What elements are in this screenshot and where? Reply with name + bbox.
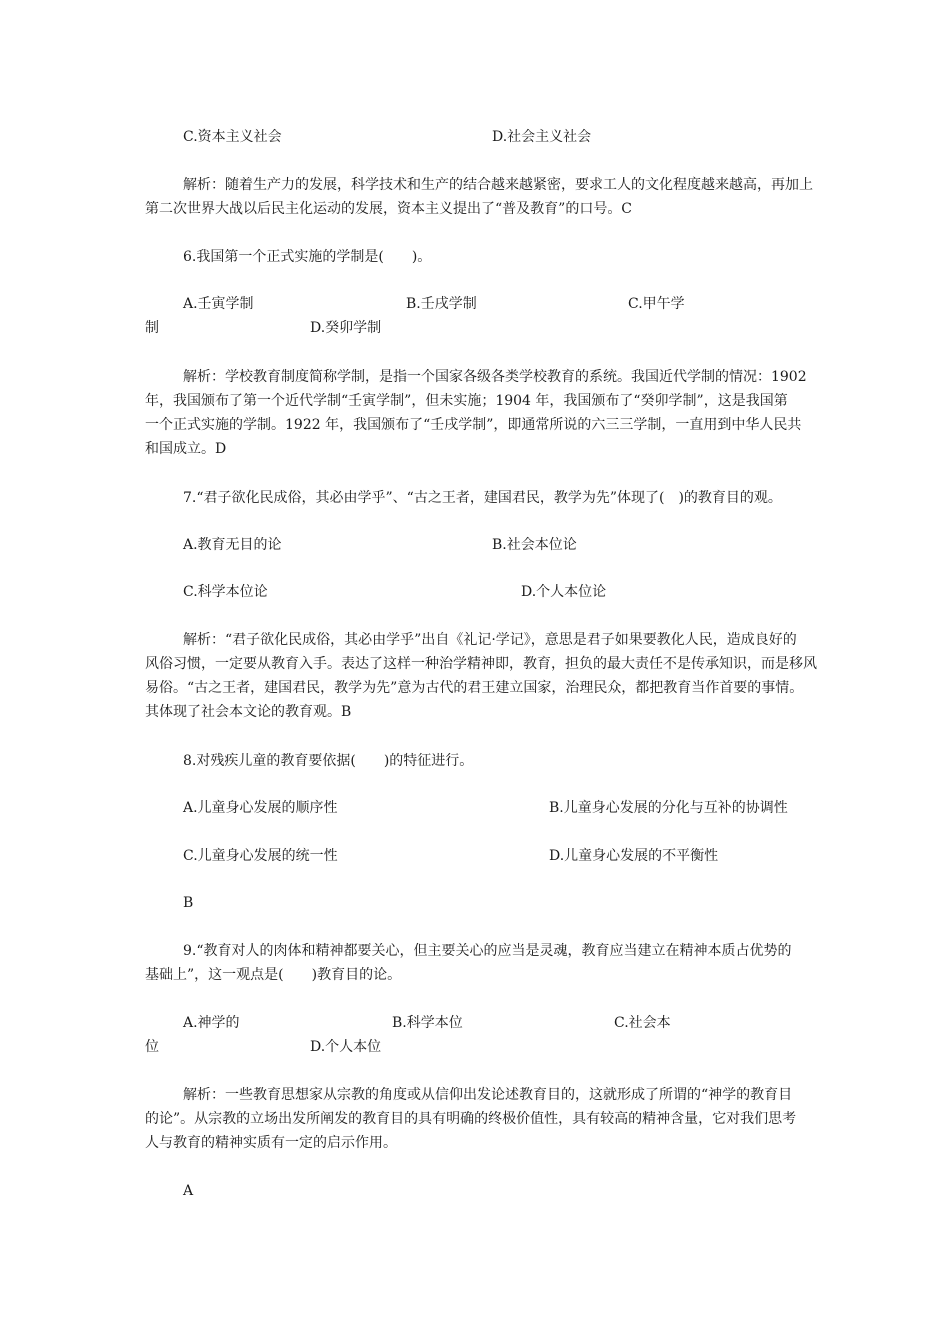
q9-option-d: D.个人本位 [310, 1039, 382, 1055]
q8-stem: 8.对残疾儿童的教育要依据( )的特征进行。 [183, 753, 474, 769]
q5-option-c: C.资本主义社会 [183, 129, 282, 145]
q9-option-b: B.科学本位 [392, 1015, 463, 1031]
q6-analysis-line-2: 年，我国颁布了第一个近代学制“壬寅学制”，但未实施；1904 年，我国颁布了“癸卯学制”，这是我国第 [145, 393, 788, 409]
q8-option-c: C.儿童身心发展的统一性 [183, 848, 338, 864]
q9-option-c-cont: 位 [145, 1039, 159, 1055]
q5-analysis-line-2: 第二次世界大战以后民主化运动的发展，资本主义提出了“普及教育”的口号。C [145, 201, 633, 217]
q9-option-c: C.社会本 [614, 1015, 671, 1031]
q6-analysis-line-4: 和国成立。D [145, 441, 227, 457]
q7-analysis-line-1: 解析：“君子欲化民成俗，其必由学乎”出自《礼记·学记》，意思是君子如果要教化人民，造成良好的 [183, 632, 797, 648]
q6-option-c-cont: 制 [145, 320, 159, 336]
q7-analysis-line-3: 易俗。“古之王者，建国君民，教学为先”意为古代的君王建立国家，治理民众，都把教育当作首要的事情。 [145, 680, 804, 696]
q7-option-a: A.教育无目的论 [183, 537, 282, 553]
q7-option-c: C.科学本位论 [183, 584, 268, 600]
q7-analysis-line-2: 风俗习惯，一定要从教育入手。表达了这样一种治学精神即，教育，担负的最大责任不是传承知识，而是移风 [145, 656, 817, 672]
q6-option-d: D.癸卯学制 [310, 320, 382, 336]
q9-option-a: A.神学的 [183, 1015, 240, 1031]
q5-analysis-line-1: 解析：随着生产力的发展，科学技术和生产的结合越来越紧密，要求工人的文化程度越来越高，再加上 [183, 177, 813, 193]
q9-analysis-line-3: 人与教育的精神实质有一定的启示作用。 [145, 1135, 397, 1151]
q7-analysis-line-4: 其体现了社会本文论的教育观。B [145, 704, 352, 720]
q5-option-d: D.社会主义社会 [492, 129, 592, 145]
q7-option-b: B.社会本位论 [492, 537, 577, 553]
q8-option-b: B.儿童身心发展的分化与互补的协调性 [549, 800, 788, 816]
q6-stem: 6.我国第一个正式实施的学制是( )。 [183, 249, 432, 265]
q6-option-b: B.壬戌学制 [406, 296, 477, 312]
q9-analysis-line-2: 的论”。从宗教的立场出发所阐发的教育目的具有明确的终极价值性，具有较高的精神含量，它对我们思考 [145, 1111, 797, 1127]
q6-analysis-line-3: 一个正式实施的学制。1922 年，我国颁布了“壬戌学制”，即通常所说的六三三学制，一直用到中华人民共 [145, 417, 802, 433]
q6-analysis-line-1: 解析：学校教育制度简称学制，是指一个国家各级各类学校教育的系统。我国近代学制的情况：1902 [183, 369, 807, 385]
q8-answer: B [183, 895, 194, 911]
q7-stem: 7.“君子欲化民成俗，其必由学乎”、“古之王者，建国君民，教学为先”体现了( )的教育目的观。 [183, 490, 782, 506]
q9-stem-line-1: 9.“教育对人的肉体和精神都要关心，但主要关心的应当是灵魂，教育应当建立在精神本质占优势的 [183, 943, 792, 959]
q6-option-c: C.甲午学 [628, 296, 685, 312]
q9-stem-line-2: 基础上”，这一观点是( )教育目的论。 [145, 967, 402, 983]
q8-option-a: A.儿童身心发展的顺序性 [183, 800, 338, 816]
q9-analysis-line-1: 解析：一些教育思想家从宗教的角度或从信仰出发论述教育目的，这就形成了所谓的“神学的教育目 [183, 1087, 793, 1103]
q8-option-d: D.儿童身心发展的不平衡性 [549, 848, 719, 864]
q9-answer: A [183, 1183, 194, 1199]
q7-option-d: D.个人本位论 [521, 584, 607, 600]
q6-option-a: A.壬寅学制 [183, 296, 254, 312]
